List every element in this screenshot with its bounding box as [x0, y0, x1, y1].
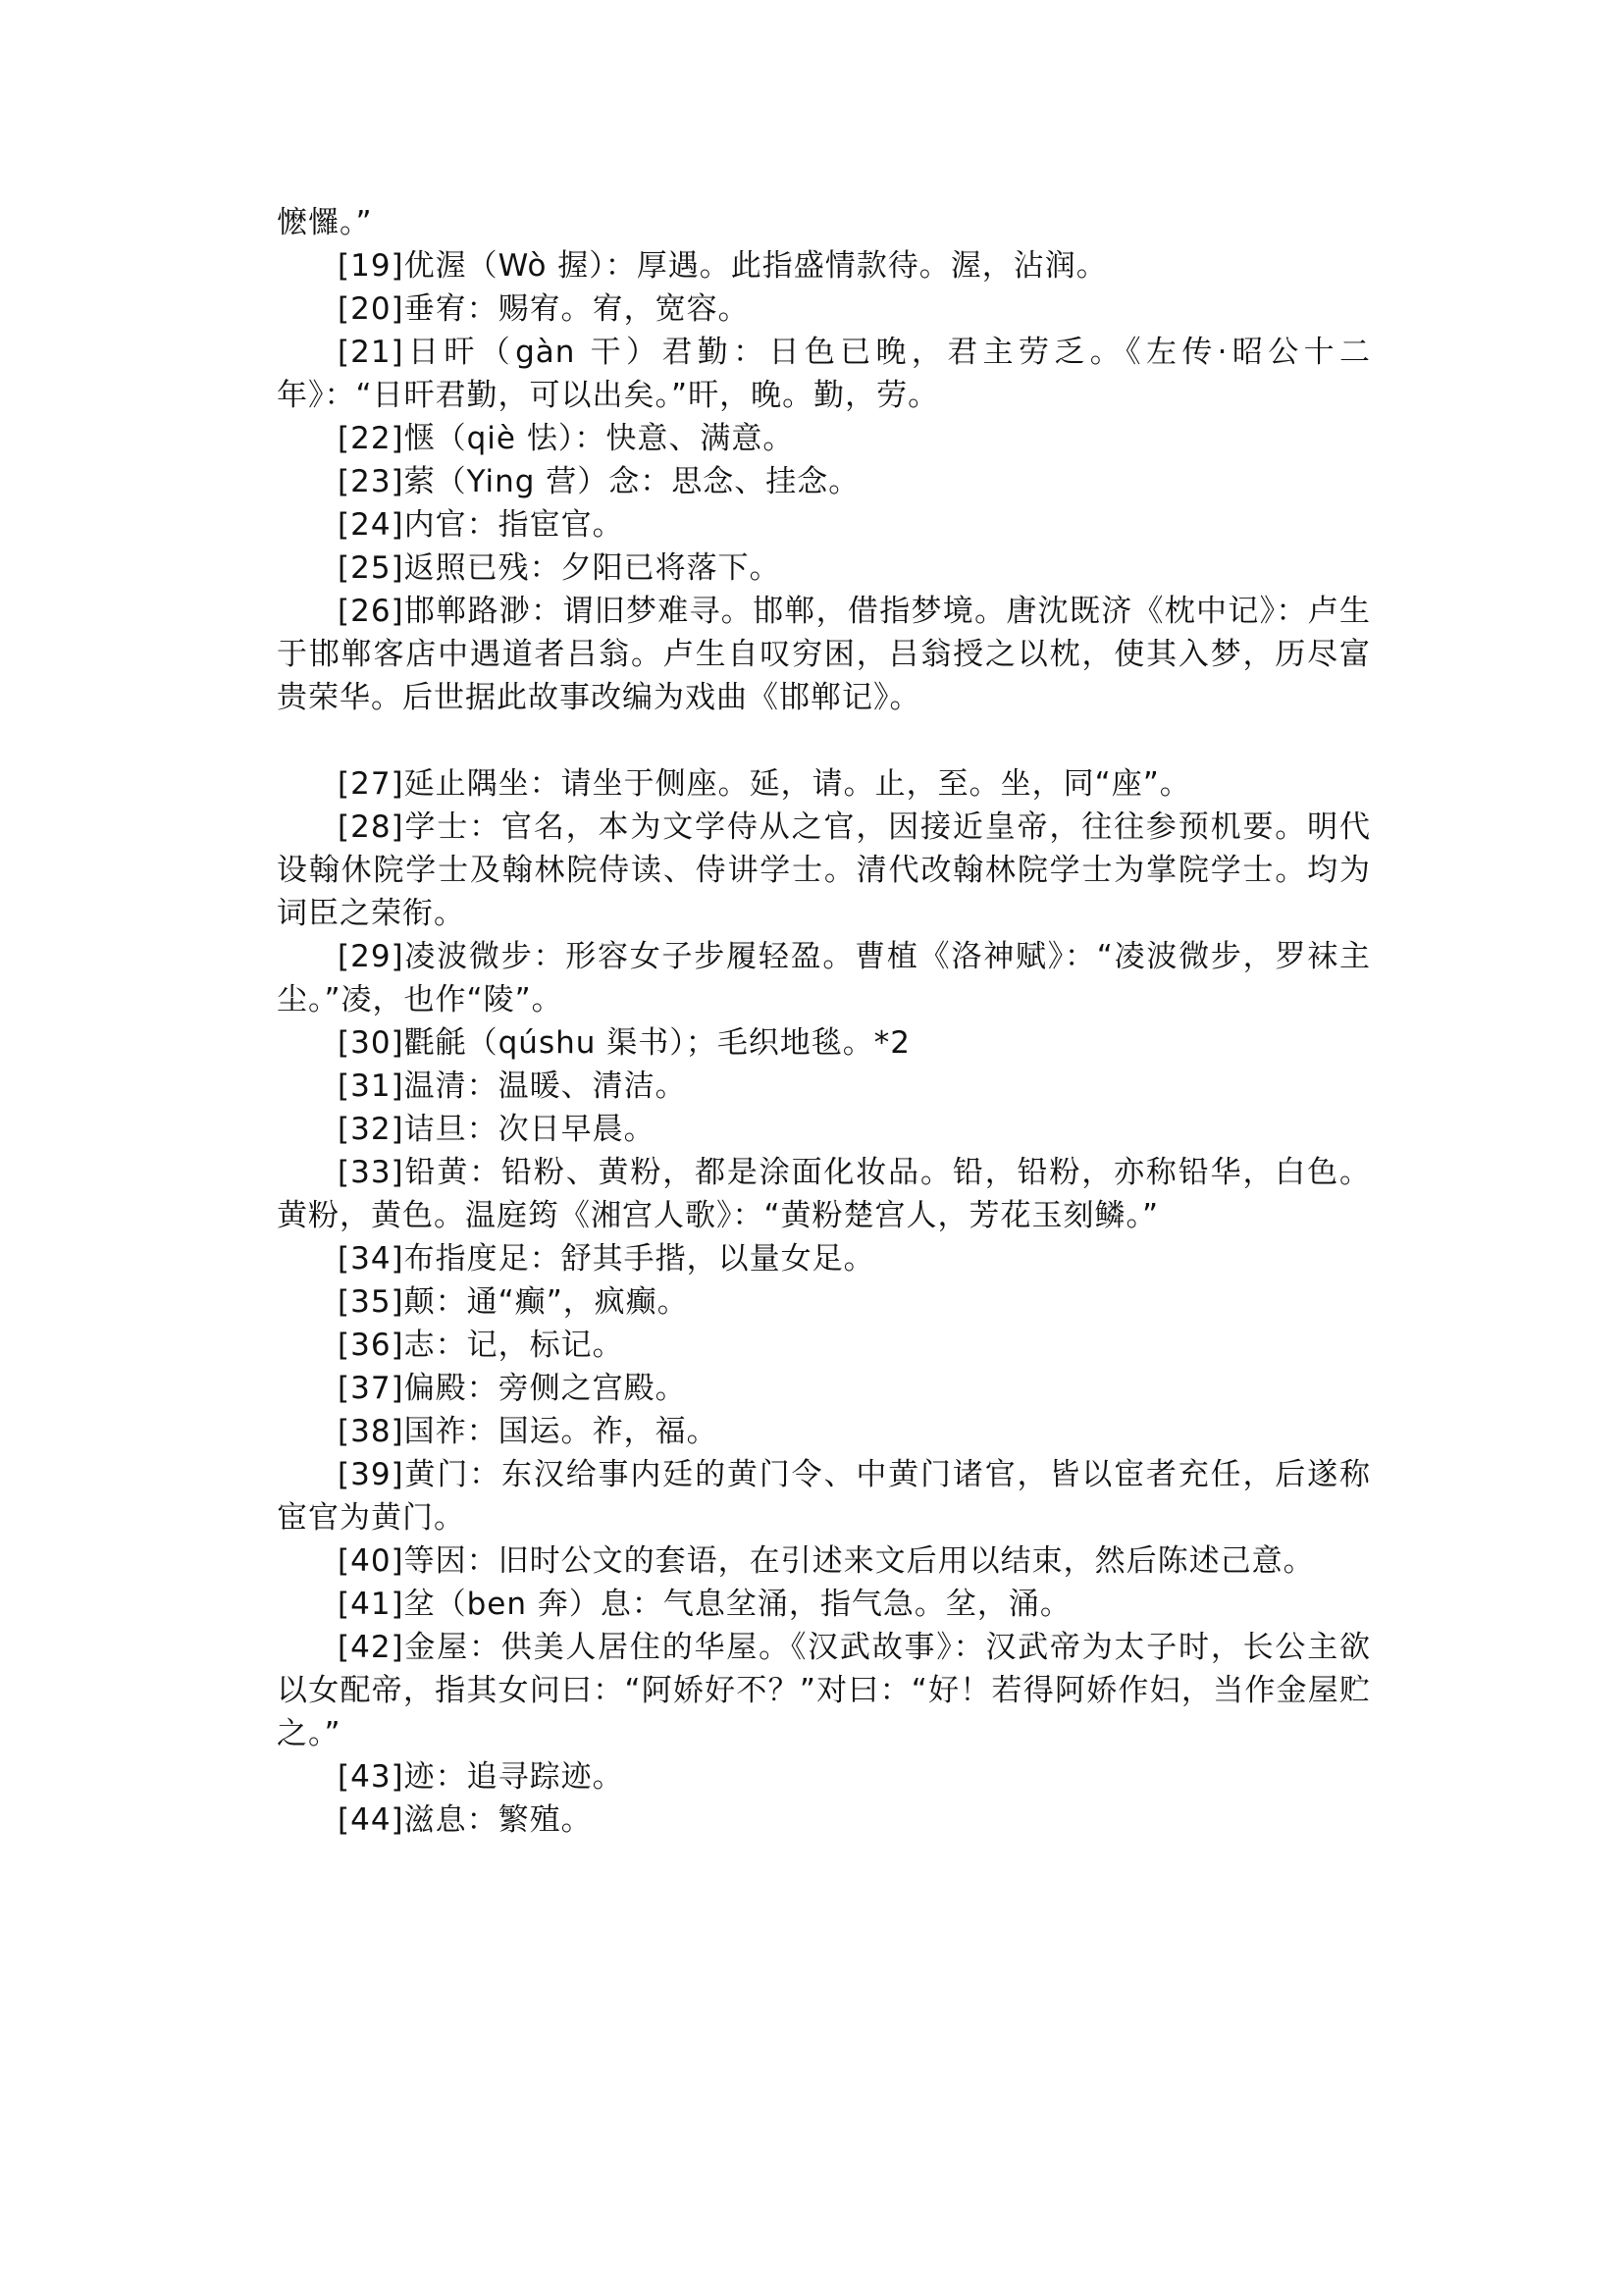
- note-32: [32]诘旦：次日早晨。: [338, 1112, 655, 1147]
- paragraph-gap: [277, 719, 1371, 762]
- note-43: [43]迹：追寻踪迹。: [338, 1759, 624, 1795]
- note-38: [38]国祚：国运。祚，福。: [338, 1414, 718, 1449]
- note-35: [35]颠：通“癫”，疯癫。: [338, 1284, 689, 1320]
- note-26: [26]邯郸路渺：谓旧梦难寻。邯郸，借指梦境。唐沈既济《枕中记》：卢生于邯郸客店中遇道者吕翁。卢生自叹穷困，吕翁授之以枕，使其入梦，历尽富贵荣华。后世据此故事改编为戏曲《邯郸记》。: [277, 594, 1371, 715]
- note-36: [36]志：记，标记。: [338, 1328, 624, 1363]
- note-40: [40]等因：旧时公文的套语，在引述来文后用以结束，然后陈述己意。: [338, 1543, 1315, 1579]
- annotation-page: [277, 201, 1371, 1842]
- note-25: [25]返照已残：夕阳已将落下。: [338, 550, 781, 586]
- note-37: [37]偏殿：旁侧之宫殿。: [338, 1371, 687, 1406]
- note-21: [21]日旰（gàn 干）君勤：日色已晚，君主劳乏。《左传·昭公十二年》：“日旰君勤，可以出矣。”旰，晚。勤，劳。: [277, 335, 1371, 413]
- note-29: [29]凌波微步：形容女子步履轻盈。曹植《洛神赋》：“凌波微步，罗袜主尘。”凌，也作“陵”。: [277, 939, 1371, 1017]
- note-24: [24]内官：指宦官。: [338, 507, 624, 543]
- note-33: [33]铅黄：铅粉、黄粉，都是涂面化妆品。铅，铅粉，亦称铅华，白色。黄粉，黄色。温庭筠《湘宫人歌》：“黄粉楚宫人，芳花玉刻鳞。”: [277, 1155, 1371, 1233]
- note-19: [19]优渥（Wò 握）：厚遇。此指盛情款待。渥，沾润。: [338, 248, 1108, 284]
- note-44: [44]滋息：繁殖。: [338, 1802, 593, 1838]
- note-23: [23]萦（Ying 营）念：思念、挂念。: [338, 464, 861, 499]
- note-28: [28]学士：官名，本为文学侍从之官，因接近皇帝，往往参预机要。明代设翰休院学士及翰林院侍读、侍讲学士。清代改翰林院学士为掌院学士。均为词臣之荣衔。: [277, 809, 1371, 931]
- note-27: [27]延止隅坐：请坐于侧座。延，请。止，至。坐，同“座”。: [338, 766, 1191, 802]
- note-39: [39]黄门：东汉给事内廷的黄门令、中黄门诸官，皆以宦者充任，后遂称宦官为黄门。: [277, 1457, 1371, 1536]
- note-30: [30]氍毹（qúshu 渠书）；毛织地毯。*2: [338, 1025, 911, 1061]
- note-20: [20]垂宥：赐宥。宥，宽容。: [338, 291, 750, 327]
- note-34: [34]布指度足：舒其手揩，以量女足。: [338, 1241, 875, 1277]
- note-42: [42]金屋：供美人居住的华屋。《汉武故事》：汉武帝为太子时，长公主欲以女配帝，指其女问曰：“阿娇好不？”对曰：“好！若得阿娇作妇，当作金屋贮之。”: [277, 1630, 1371, 1751]
- note-fragment: 懡㦬。”: [277, 205, 373, 240]
- note-22: [22]惬（qiè 怯）：快意、满意。: [338, 421, 795, 456]
- note-31: [31]温清：温暖、清洁。: [338, 1069, 687, 1104]
- note-41: [41]坌（ben 奔）息：气息坌涌，指气急。坌，涌。: [338, 1587, 1072, 1622]
